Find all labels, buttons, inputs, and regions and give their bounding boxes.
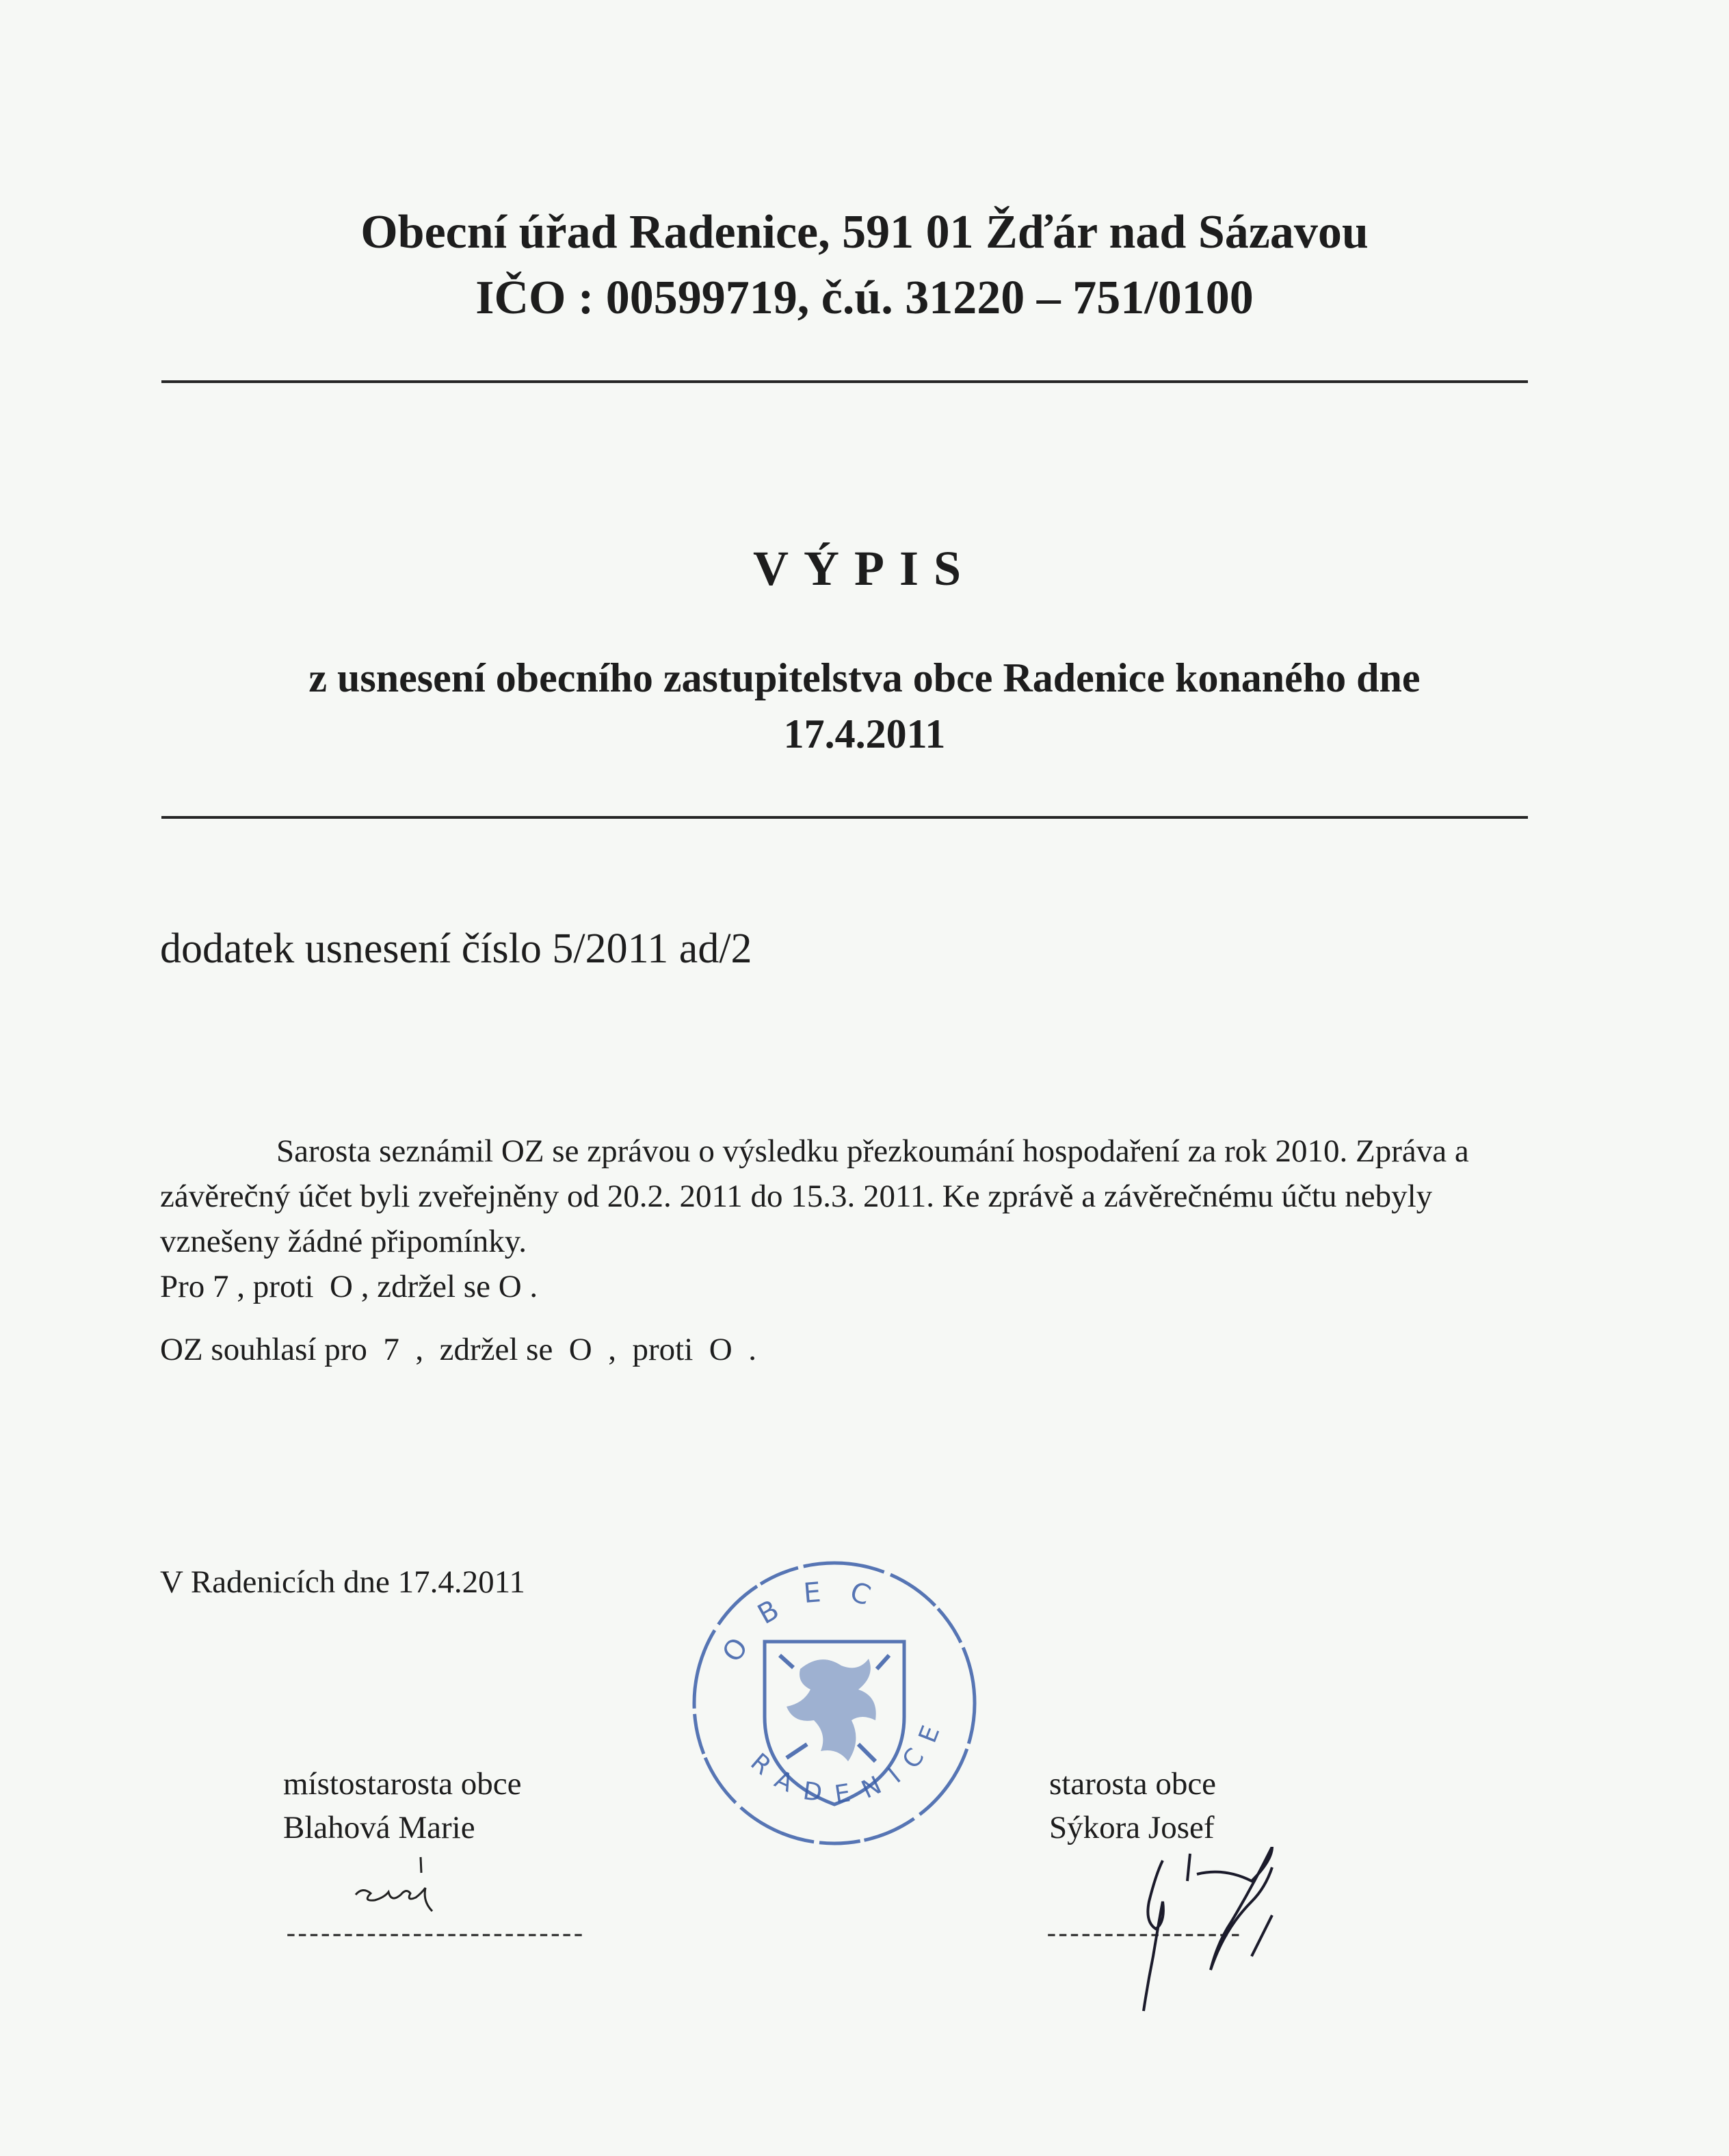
municipal-stamp [684, 1553, 985, 1854]
letterhead-ico-account: IČO : 00599719, č.ú. 31220 – 751/0100 [475, 272, 1254, 324]
handwritten-signature-left [349, 1854, 472, 1936]
signatory-mayor [1049, 1762, 1216, 1850]
place-and-date: V Radenicích dne 17.4.2011 [160, 1564, 525, 1600]
subtitle-date: 17.4.2011 [783, 711, 946, 757]
document-title: VÝPIS [752, 541, 977, 596]
vote-result: Pro 7 , proti O , zdržel se O . [160, 1269, 538, 1304]
signature-line: ----------------- [1044, 1921, 1239, 1950]
agreement-statement: OZ souhlasí pro 7 , zdržel se O , proti O . [160, 1332, 756, 1367]
letterhead-office-address: Obecní úřad Radenice, 591 01 Žďár nad Sázavou [360, 206, 1369, 259]
divider-top [161, 380, 1528, 383]
signatory-name: Sýkora Josef [1049, 1810, 1215, 1845]
letterhead [0, 200, 1729, 331]
handwritten-signature-right [1101, 1847, 1320, 2018]
document-subtitle [137, 650, 1592, 762]
stamp-text-bottom: RADENICE [745, 1707, 951, 1810]
signatory-role: místostarosta obce [283, 1766, 522, 1802]
svg-text:OBEC [717, 1575, 899, 1668]
signature-line: -------------------------- [283, 1921, 582, 1950]
body-line-3: vznešeny žádné připomínky. [160, 1224, 527, 1259]
signatory-name: Blahová Marie [283, 1810, 475, 1845]
resolution-addendum-heading: dodatek usnesení číslo 5/2011 ad/2 [160, 925, 752, 972]
body-line-2: závěrečný účet byli zveřejněny od 20.2. 2011 do 15.3. 2011. Ke zprávě a závěrečnému účtu nebyly [160, 1179, 1433, 1214]
resolution-body [160, 1129, 1528, 1309]
signatory-role: starosta obce [1049, 1766, 1217, 1802]
body-line-1: Sarosta seznámil OZ se zprávou o výsledku přezkoumání hospodaření za rok 2010. Zpráva a [276, 1133, 1469, 1169]
subtitle-line-1: z usnesení obecního zastupitelstva obce Radenice konaného dne [308, 655, 1421, 700]
signatory-deputy-mayor [283, 1762, 522, 1850]
stamp-text-top: OBEC [716, 1575, 899, 1668]
divider-bottom [161, 816, 1528, 819]
